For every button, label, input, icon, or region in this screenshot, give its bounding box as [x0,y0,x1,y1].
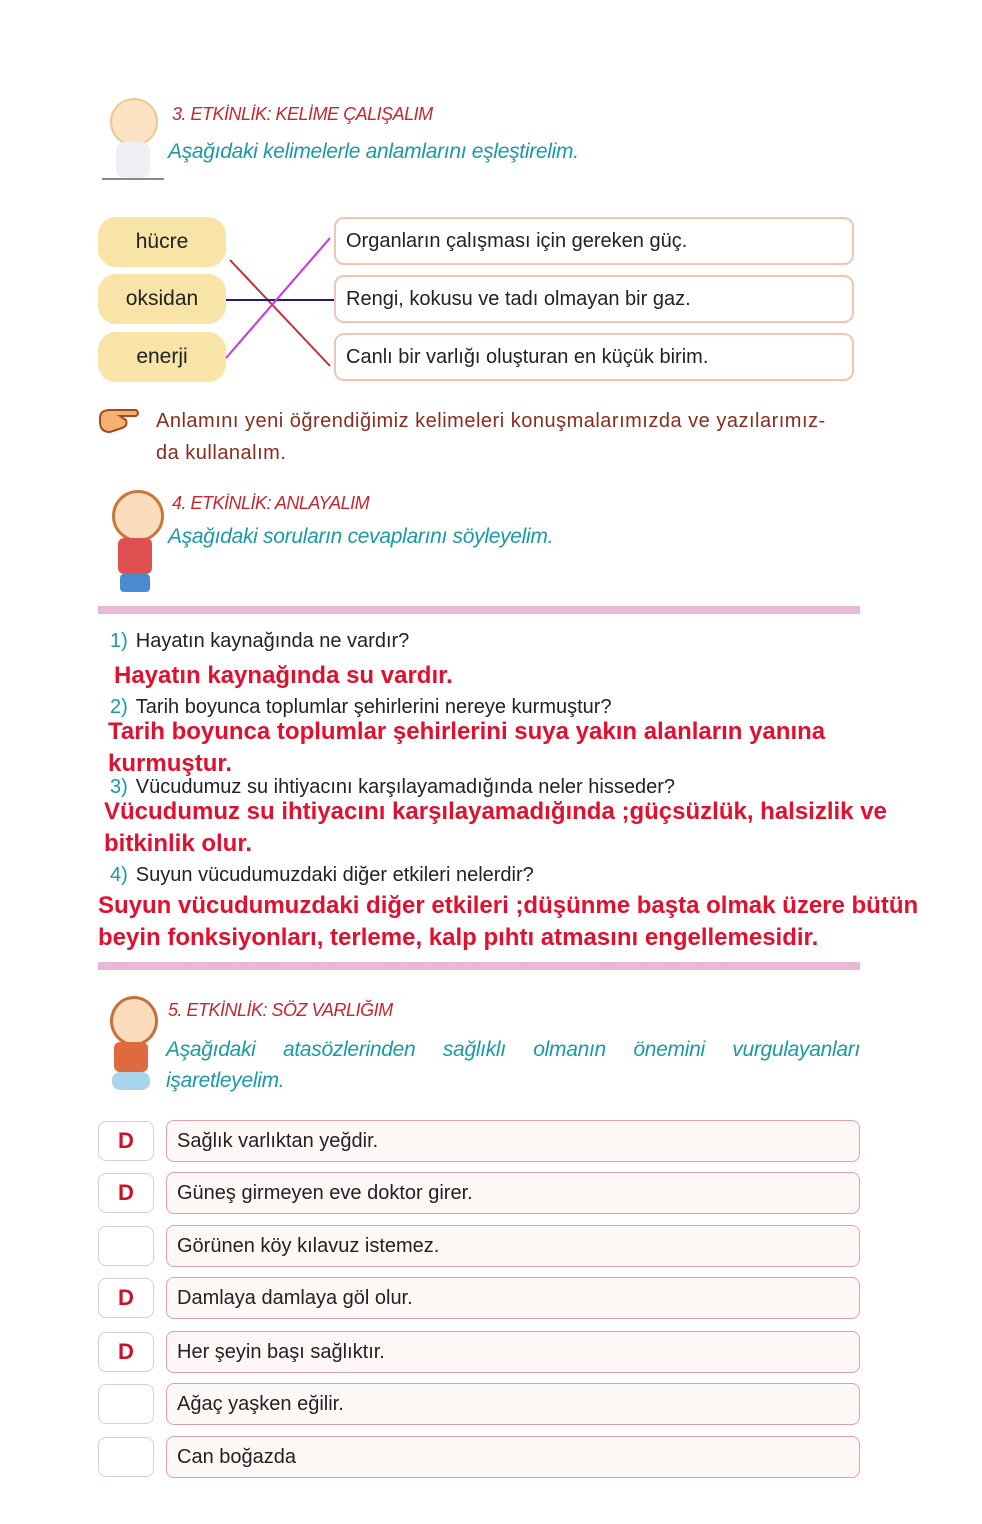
checkbox-5[interactable]: D [98,1332,154,1372]
answer-2: Tarih boyunca toplumlar şehirlerini suya yakın alanların yanına kurmuştur. [108,718,826,777]
question-3: 3) Vücudumuz su ihtiyacını karşılayamadığında neler hisseder? [110,776,675,798]
checkbox-2[interactable]: D [98,1173,154,1213]
activity5-title: 5. ETKİNLİK: SÖZ VARLIĞIM [168,1000,393,1020]
activity3-title: 3. ETKİNLİK: KELİME ÇALIŞALIM [172,104,433,124]
checkbox-4[interactable]: D [98,1278,154,1318]
word-oksidan[interactable]: oksidan [98,274,226,324]
word-hucre[interactable]: hücre [98,217,226,267]
girl-sitting-illustration-icon [104,996,160,1104]
note-line-2: da kullanalım. [156,442,287,464]
proverb-3: Görünen köy kılavuz istemez. [166,1225,860,1267]
meaning-3[interactable]: Canlı bir varlığı oluşturan en küçük birim. [334,333,854,381]
activity4-title: 4. ETKİNLİK: ANLAYALIM [172,493,370,513]
proverb-6: Ağaç yaşken eğilir. [166,1383,860,1425]
checkbox-6[interactable] [98,1384,154,1424]
activity3-instruction: Aşağıdaki kelimelerle anlamlarını eşleştirelim. [168,140,579,163]
proverb-4: Damlaya damlaya göl olur. [166,1277,860,1319]
activity4-instruction: Aşağıdaki soruların cevaplarını söyleyelim. [168,525,554,548]
question-2: 2) Tarih boyunca toplumlar şehirlerini nereye kurmuştur? [110,696,612,718]
divider-top [98,606,860,614]
proverb-7: Can boğazda [166,1436,860,1478]
answer-4: Suyun vücudumuzdaki diğer etkileri ;düşünme başta olmak üzere bütün beyin fonksiyonları, terleme, kalp pıhtı atmasını engellemesidir. [98,892,919,951]
proverb-1: Sağlık varlıktan yeğdir. [166,1120,860,1162]
checkbox-7[interactable] [98,1437,154,1477]
meaning-1[interactable]: Organların çalışması için gereken güç. [334,217,854,265]
checkbox-3[interactable] [98,1226,154,1266]
proverb-5: Her şeyin başı sağlıktır. [166,1331,860,1373]
meaning-2[interactable]: Rengi, kokusu ve tadı olmayan bir gaz. [334,275,854,323]
answer-1: Hayatın kaynağında su vardır. [114,662,453,689]
answer-3: Vücudumuz su ihtiyacını karşılayamadığında ;güçsüzlük, halsizlik ve bitkinlik olur. [104,798,887,857]
pointing-hand-icon [96,404,140,436]
proverb-2: Güneş girmeyen eve doktor girer. [166,1172,860,1214]
activity5-instruction: Aşağıdaki atasözlerinden sağlıklı olmanın önemini vurgulayanları işaretleyelim. [166,1038,860,1092]
note-line-1: Anlamını yeni öğrendiğimiz kelimeleri konuşmalarımızda ve yazılarımız- [156,410,826,432]
word-enerji[interactable]: enerji [98,332,226,382]
question-1: 1) Hayatın kaynağında ne vardır? [110,630,410,652]
checkbox-1[interactable]: D [98,1121,154,1161]
match-line-hucre [230,260,330,366]
match-line-enerji [226,238,330,358]
question-4: 4) Suyun vücudumuzdaki diğer etkileri nelerdir? [110,864,534,886]
divider-bottom [98,962,860,970]
boy-illustration-icon [106,490,166,598]
